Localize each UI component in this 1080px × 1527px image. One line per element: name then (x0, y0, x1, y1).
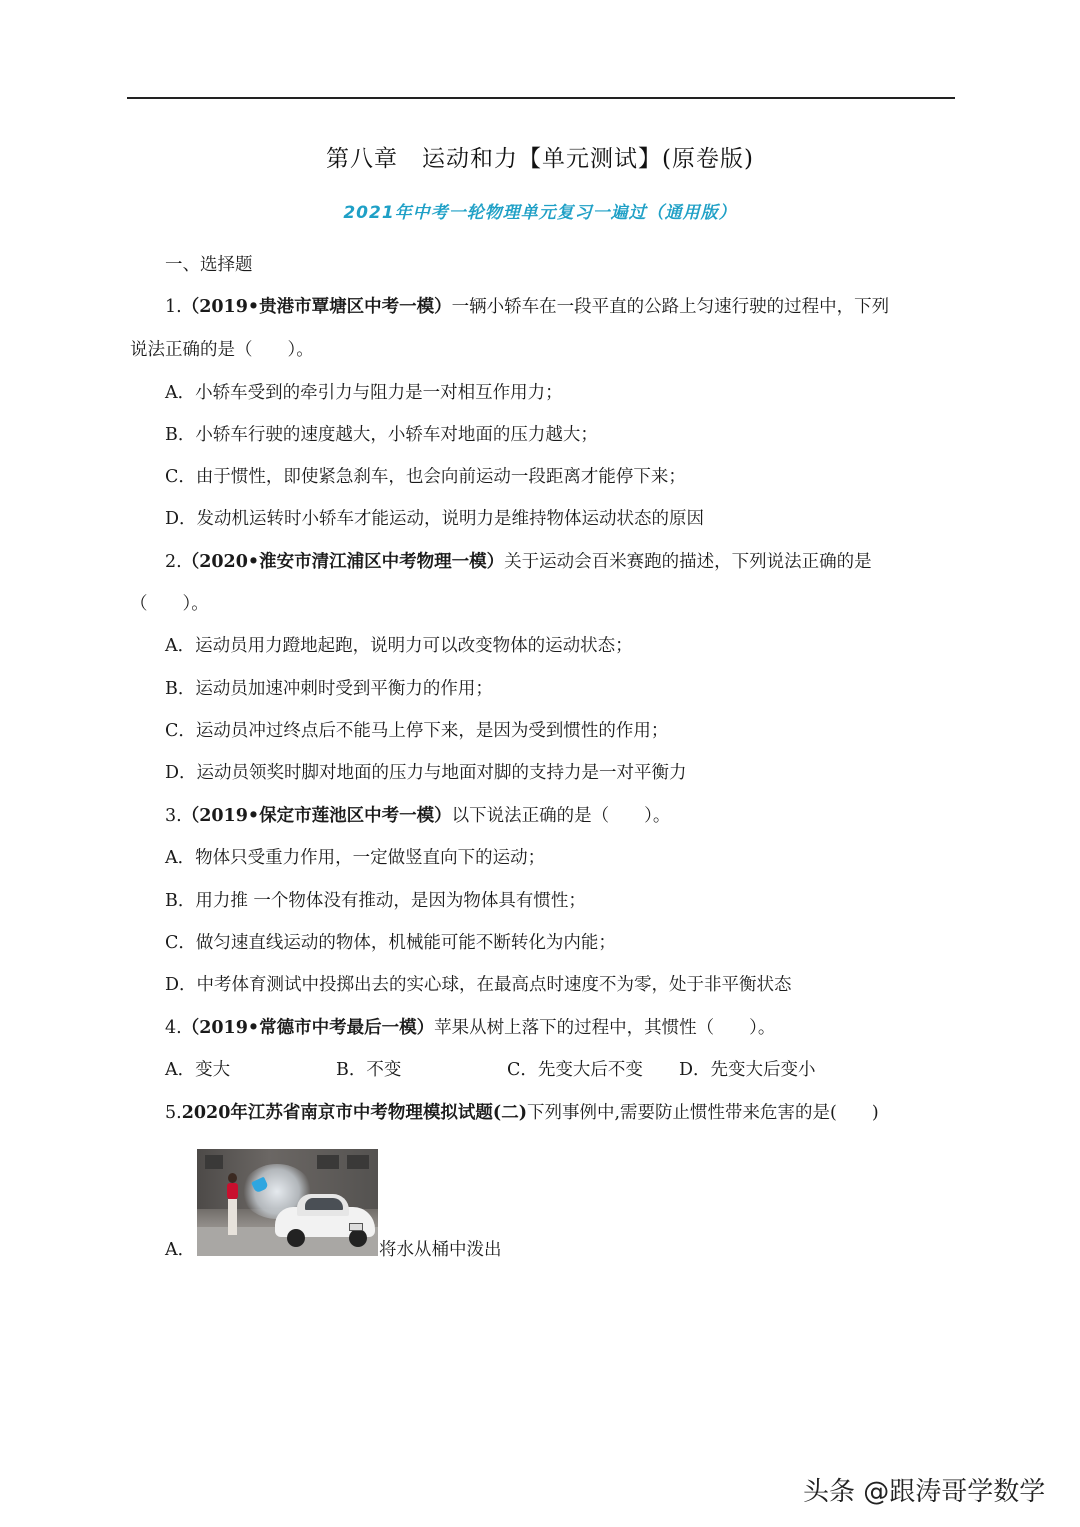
q1-option-a: A．小轿车受到的牵引力与阻力是一对相互作用力； (165, 383, 563, 403)
photo-person-head (228, 1173, 237, 1183)
question-source: （2020•淮安市清江浦区中考物理一模） (181, 552, 505, 572)
section-heading: 一、选择题 (165, 255, 253, 275)
question-source: （2019•保定市莲池区中考一模） (181, 806, 452, 826)
q2-option-b: B．运动员加速冲刺时受到平衡力的作用； (165, 679, 493, 699)
question-source: （2019•常德市中考最后一模） (181, 1018, 435, 1038)
q3-option-a: A．物体只受重力作用，一定做竖直向下的运动； (165, 848, 546, 868)
photo-car-wheel (349, 1229, 367, 1247)
question-4-stem (165, 1016, 775, 1040)
q1-option-d: D．发动机运转时小轿车才能运动，说明力是维持物体运动状态的原因 (165, 509, 705, 529)
question-number: 1. (165, 297, 182, 317)
header-rule (127, 97, 955, 99)
watermark: 头条 @跟涛哥学数学 (803, 1477, 1046, 1507)
water-splash-car-photo (197, 1149, 378, 1256)
q2-option-a: A．运动员用力蹬地起跑，说明力可以改变物体的运动状态； (165, 636, 633, 656)
photo-license-plate (349, 1223, 363, 1231)
question-number: 2. (165, 552, 182, 572)
photo-window (205, 1155, 223, 1169)
question-source: 2020年江苏省南京市中考物理模拟试题(二) (181, 1103, 527, 1123)
question-2-stem (165, 550, 872, 574)
question-5-stem (165, 1101, 879, 1125)
page-subtitle: 2021年中考一轮物理单元复习一遍过（通用版） (343, 203, 737, 223)
question-text: 苹果从树上落下的过程中，其惯性（ ）。 (434, 1018, 776, 1038)
question-text: 下列事例中,需要防止惯性带来危害的是( ) (526, 1103, 879, 1123)
question-1-stem-cont: 说法正确的是（ ）。 (130, 340, 314, 360)
q2-option-d: D．运动员领奖时脚对地面的压力与地面对脚的支持力是一对平衡力 (165, 763, 687, 783)
question-number: 3. (165, 806, 182, 826)
question-1-stem (165, 295, 889, 319)
question-text: 以下说法正确的是（ ）。 (451, 806, 671, 826)
q4-option-a: A．变大 (165, 1060, 231, 1080)
question-3-stem (165, 804, 670, 828)
photo-window (347, 1155, 369, 1169)
q4-option-c: C．先变大后不变 (507, 1060, 643, 1080)
page-title: 第八章 运动和力【单元测试】(原卷版) (326, 146, 754, 172)
question-2-stem-cont: （ ）。 (130, 594, 209, 614)
q5-option-a-label: A． (165, 1240, 196, 1260)
q4-option-d: D．先变大后变小 (679, 1060, 816, 1080)
q1-option-b: B．小轿车行驶的速度越大，小轿车对地面的压力越大； (165, 425, 598, 445)
q3-option-b: B．用力推 一个物体没有推动，是因为物体具有惯性； (165, 891, 586, 911)
q2-option-c: C．运动员冲过终点后不能马上停下来，是因为受到惯性的作用； (165, 721, 669, 741)
q3-option-d: D．中考体育测试中投掷出去的实心球，在最高点时速度不为零，处于非平衡状态 (165, 975, 792, 995)
question-source: （2019•贵港市覃塘区中考一模） (181, 297, 452, 317)
photo-person-legs (228, 1199, 237, 1235)
q5-option-a-text: 将水从桶中泼出 (379, 1240, 502, 1260)
photo-car-wheel (287, 1229, 305, 1247)
question-text: 关于运动会百米赛跑的描述，下列说法正确的是 (504, 552, 872, 572)
q1-option-c: C．由于惯性，即使紧急刹车，也会向前运动一段距离才能停下来； (165, 467, 686, 487)
photo-window (317, 1155, 339, 1169)
photo-person-torso (227, 1183, 238, 1199)
question-text: 一辆小轿车在一段平直的公路上匀速行驶的过程中，下列 (451, 297, 890, 317)
q3-option-c: C．做匀速直线运动的物体，机械能可能不断转化为内能； (165, 933, 616, 953)
question-number: 5. (165, 1103, 182, 1123)
q4-option-b: B．不变 (336, 1060, 402, 1080)
question-number: 4. (165, 1018, 182, 1038)
photo-car-window (305, 1198, 343, 1210)
